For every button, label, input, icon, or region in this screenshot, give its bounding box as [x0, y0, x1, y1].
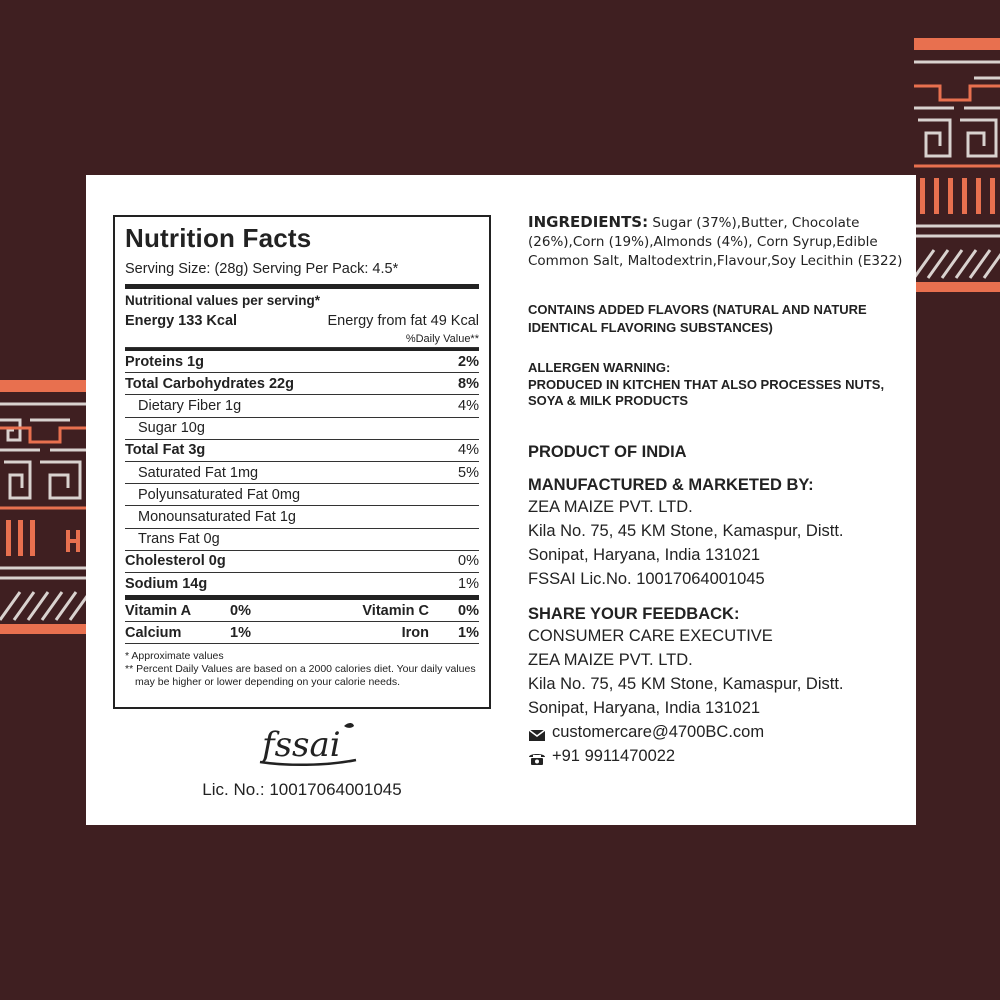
nutrient-label: Trans Fat 0g: [138, 531, 220, 548]
nutrient-label: Polyunsaturated Fat 0mg: [138, 486, 301, 503]
footnote-approx: * Approximate values: [125, 650, 224, 663]
daily-value-header: %Daily Value**: [125, 331, 479, 348]
nutrient-label: Sodium 14g: [125, 575, 208, 592]
vitamin-value: 0%: [230, 602, 251, 619]
allergen-heading: ALLERGEN WARNING:: [528, 360, 671, 375]
nutrient-row: [125, 506, 479, 528]
vitamin-row: [125, 622, 479, 644]
vitamin-value: 1%: [230, 624, 251, 641]
manufacturer-line: FSSAI Lic.No. 10017064001045: [528, 570, 765, 588]
feedback-line: CONSUMER CARE EXECUTIVE: [528, 627, 773, 645]
feedback-line: Sonipat, Haryana, India 131021: [528, 699, 761, 717]
phone-row: [528, 744, 908, 768]
nutrient-row: [125, 484, 479, 506]
nutrient-value: 0%: [458, 553, 479, 570]
vitamin-value: 1%: [458, 624, 479, 641]
nutrient-row: [125, 462, 479, 484]
feedback-line: Kila No. 75, 45 KM Stone, Kamaspur, Distt.: [528, 675, 844, 693]
vitamin-label: Calcium: [125, 624, 182, 641]
nutrient-label: Dietary Fiber 1g: [138, 397, 242, 414]
allergen-text: PRODUCED IN KITCHEN THAT ALSO PROCESSES NUTS, SOYA & MILK PRODUCTS: [528, 377, 885, 408]
vitamin-label: Vitamin C: [362, 602, 429, 619]
nutrient-label: Cholesterol 0g: [125, 553, 226, 570]
nutrient-value: 1%: [458, 575, 479, 592]
nutrient-row: [125, 529, 479, 551]
manufacturer-line: Kila No. 75, 45 KM Stone, Kamaspur, Distt.: [528, 522, 844, 540]
nutrient-row: [125, 373, 479, 395]
decorative-pattern-left: [0, 380, 90, 634]
fssai-license: Lic. No.: 10017064001045: [202, 780, 402, 799]
energy-value: Energy 133 Kcal: [125, 313, 238, 329]
envelope-icon: [528, 725, 546, 739]
flavors-notice: CONTAINS ADDED FLAVORS (NATURAL AND NATURE IDENTICAL FLAVORING SUBSTANCES): [528, 302, 867, 335]
label-card: [86, 175, 916, 825]
vitamin-label: Iron: [401, 624, 429, 641]
feedback-block: [528, 605, 908, 768]
nutrient-label: Saturated Fat 1mg: [138, 464, 259, 481]
fssai-logo-text: fssai: [262, 725, 341, 765]
fssai-logo: [256, 720, 366, 770]
ingredients-block: [528, 213, 908, 271]
ingredients-text: Sugar (37%),Butter, Chocolate (26%),Corn (19%),Almonds (4%), Corn Syrup,Edible Common Salt, Maltodextrin,Flavour,Soy Lecithin (E322): [528, 215, 903, 269]
vitamin-row: [125, 600, 479, 622]
nutrient-value: 4%: [458, 442, 479, 459]
nutrient-label: Monounsaturated Fat 1g: [138, 508, 296, 525]
nutrient-row: [125, 440, 479, 462]
manufacturer-line: ZEA MAIZE PVT. LTD.: [528, 498, 693, 516]
feedback-heading: SHARE YOUR FEEDBACK:: [528, 605, 740, 623]
footnotes: [125, 650, 479, 689]
product-origin: PRODUCT OF INDIA: [528, 443, 687, 461]
manufacturer-heading: MANUFACTURED & MARKETED BY:: [528, 476, 814, 494]
nutrient-value: 4%: [458, 397, 479, 414]
nutrient-label: Proteins 1g: [125, 353, 204, 370]
phone-number[interactable]: +91 9911470022: [552, 747, 676, 765]
nutrition-title: Nutrition Facts: [125, 223, 312, 253]
manufacturer-block: [528, 476, 908, 591]
vitamin-label: Vitamin A: [125, 602, 192, 619]
energy-from-fat: Energy from fat 49 Kcal: [327, 313, 479, 329]
nutrition-facts-panel: [113, 215, 491, 709]
feedback-line: ZEA MAIZE PVT. LTD.: [528, 651, 693, 669]
nutrient-row: [125, 395, 479, 417]
nutrient-row: [125, 418, 479, 440]
ingredients-heading: INGREDIENTS:: [528, 213, 649, 231]
nutrient-value: 2%: [458, 353, 479, 370]
nutrient-value: 8%: [458, 375, 479, 392]
energy-row: [125, 311, 479, 331]
telephone-icon: [528, 749, 546, 763]
nutrient-label: Total Fat 3g: [125, 442, 206, 459]
nutrient-label: Total Carbohydrates 22g: [125, 375, 294, 392]
allergen-block: [528, 359, 908, 409]
serving-info: Serving Size: (28g) Serving Per Pack: 4.5*: [125, 261, 399, 277]
nutrient-row: [125, 551, 479, 573]
nutrient-row: [125, 573, 479, 595]
vitamin-value: 0%: [458, 602, 479, 619]
nutrient-row: [125, 351, 479, 373]
footnote-daily-values: ** Percent Daily Values are based on a 2000 calories diet. Your daily values may be higher or lower depending on your calorie needs.: [125, 663, 476, 689]
email-row: [528, 720, 908, 744]
email-address[interactable]: customercare@4700BC.com: [552, 723, 765, 741]
nutrient-label: Sugar 10g: [138, 420, 205, 437]
decorative-pattern-right: [914, 38, 1000, 292]
label-info-column: [528, 213, 908, 768]
per-serving-header: Nutritional values per serving*: [125, 292, 321, 308]
manufacturer-line: Sonipat, Haryana, India 131021: [528, 546, 761, 564]
nutrient-value: 5%: [458, 464, 479, 481]
